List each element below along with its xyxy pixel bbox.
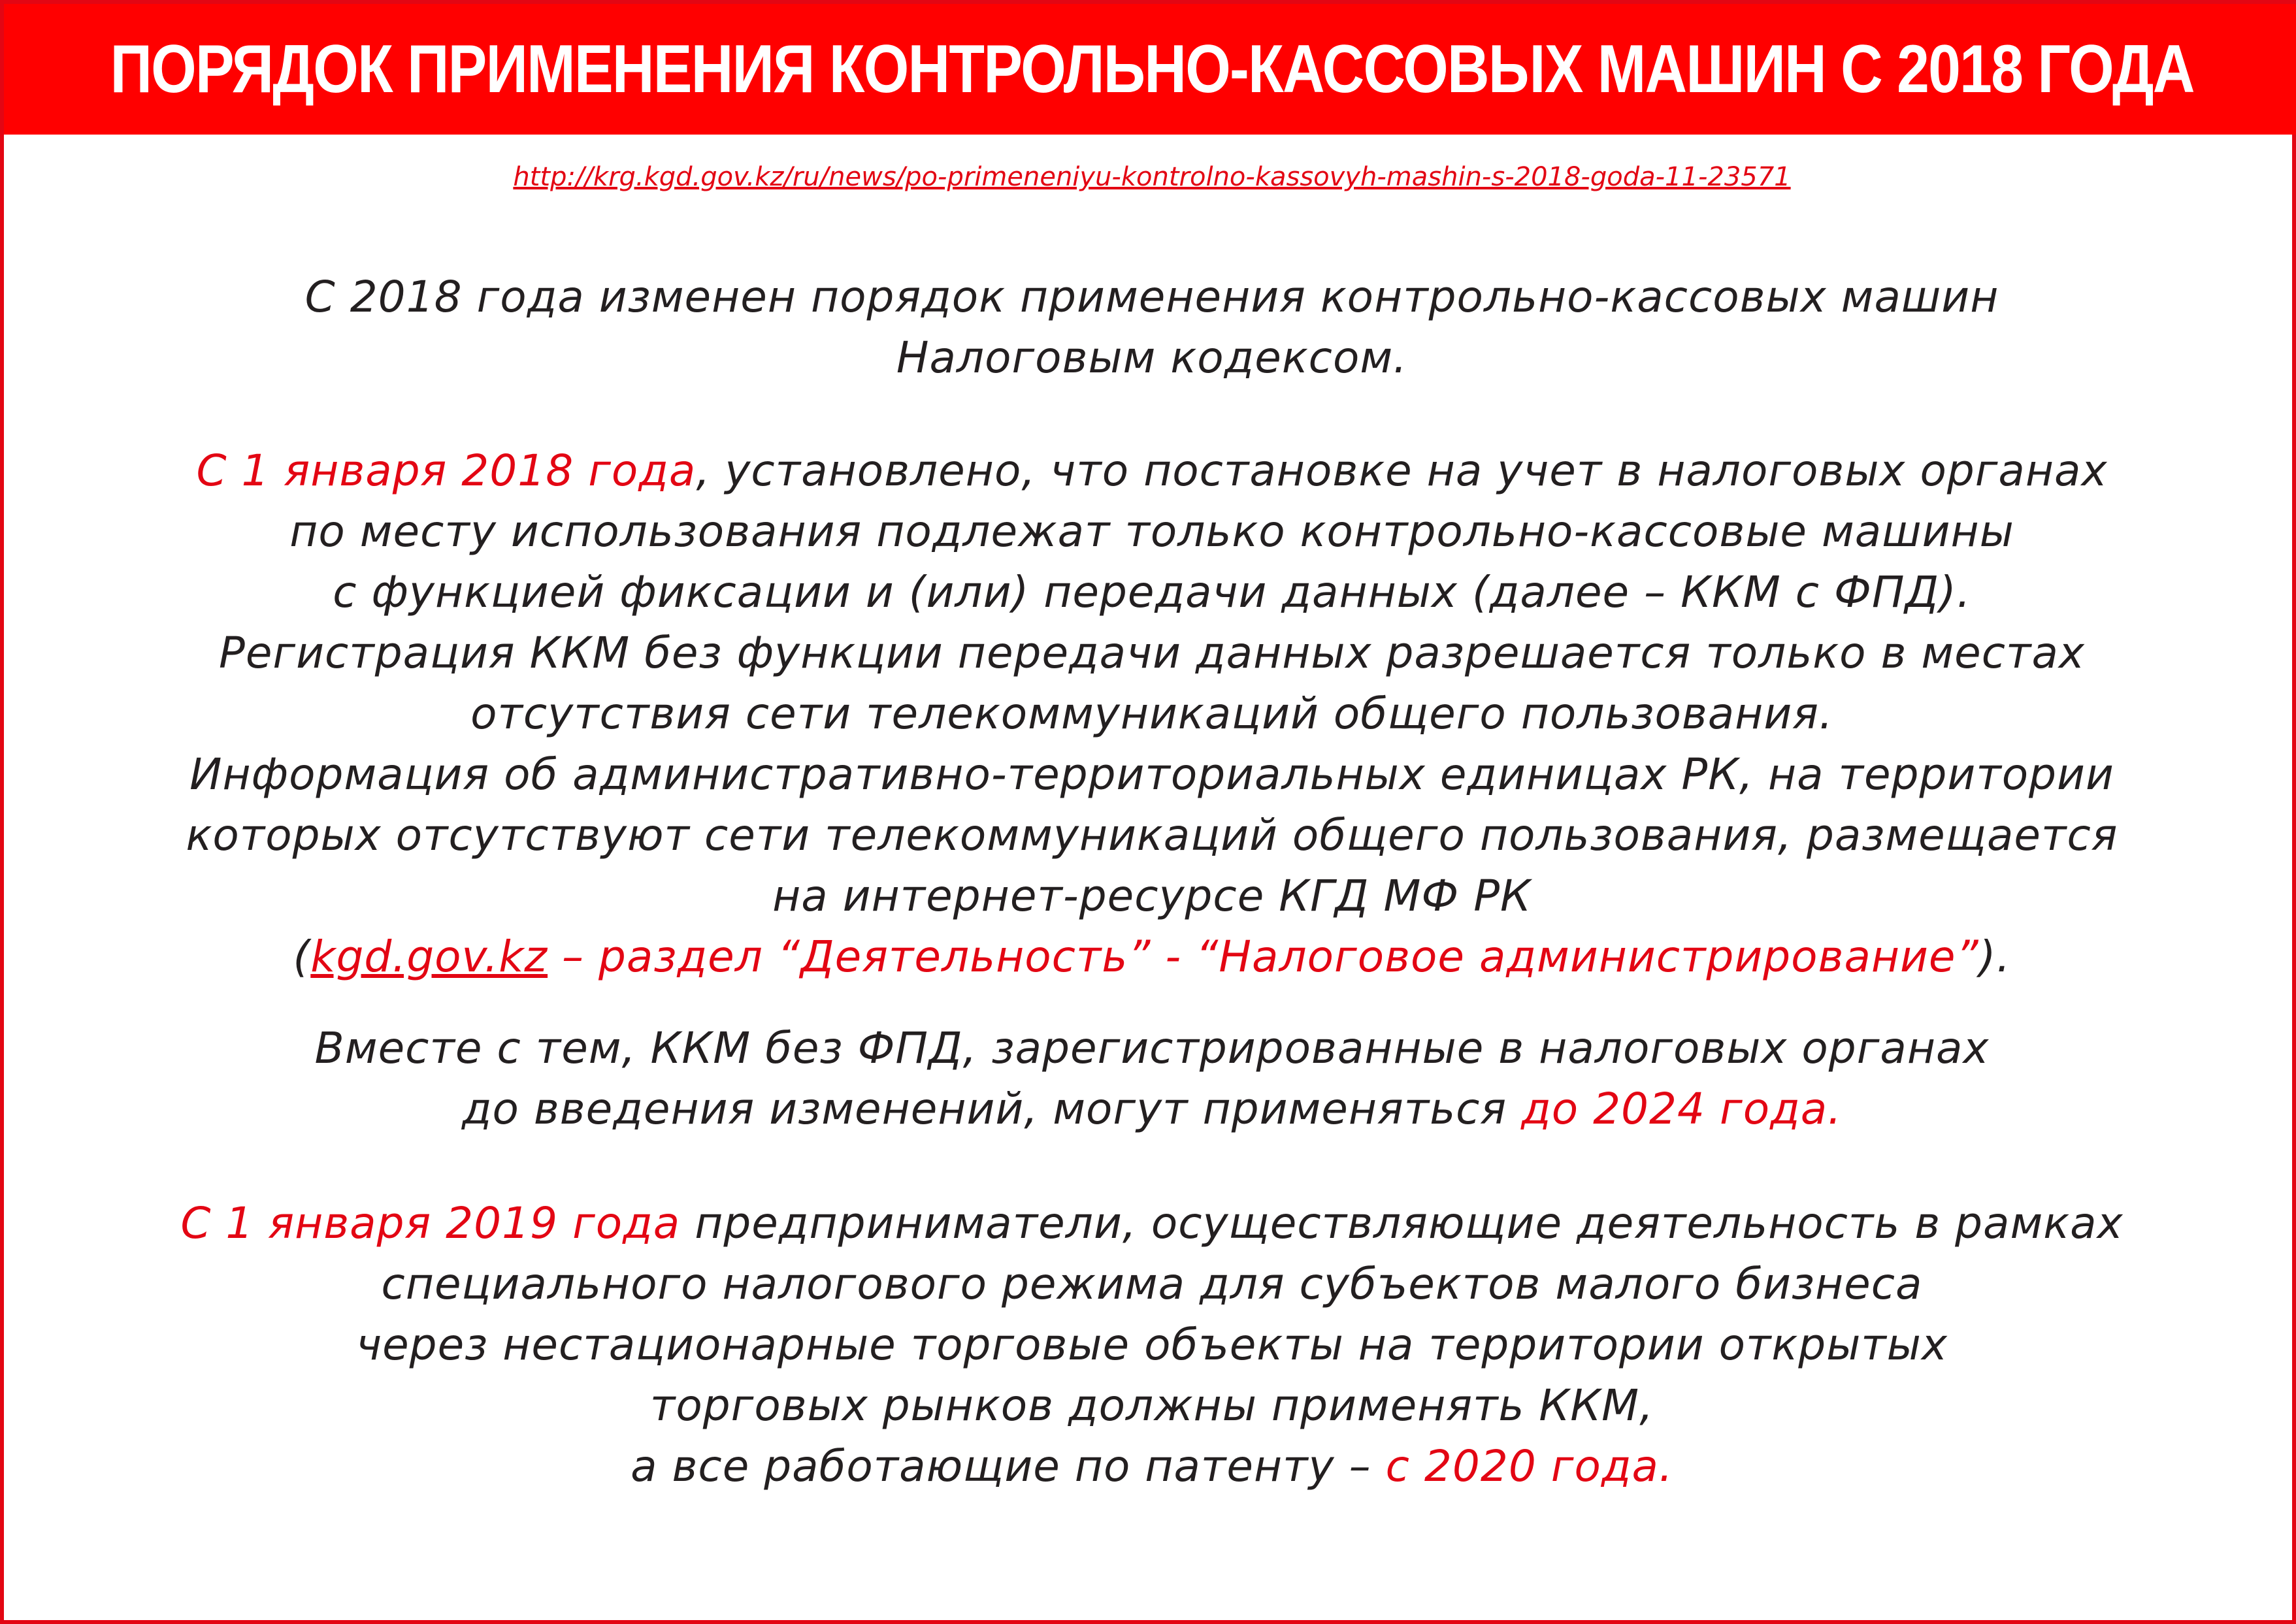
- rules-line-5: отсутствия сети телекоммуникаций общего пользования.: [470, 689, 1833, 739]
- date-highlight-2018: С 1 января 2018 года: [196, 446, 697, 496]
- date-highlight-2019: С 1 января 2019 года: [180, 1198, 681, 1248]
- rules2019-line-3: через нестационарные торговые объекты на территории открытых: [356, 1320, 1948, 1370]
- rules-line-3: с функцией фиксации и (или) передачи данных (далее – ККМ с ФПД).: [333, 567, 1971, 617]
- source-link[interactable]: http://krg.kgd.gov.kz/ru/news/po-primeneniyu-kontrolno-kassovyh-mashin-s-2018-goda-11-23571: [513, 162, 1791, 192]
- date-highlight-2024: до 2024 года.: [1521, 1084, 1843, 1134]
- date-highlight-2020: с 2020 года.: [1385, 1441, 1673, 1491]
- title-banner: [4, 4, 2296, 135]
- section-reference: – раздел “Деятельность” - “Налоговое администрирование”: [548, 932, 1979, 982]
- rules-line-2: по месту использования подлежат только контрольно-кассовые машины: [289, 506, 2014, 557]
- rules-line-7: которых отсутствуют сети телекоммуникаций общего пользования, размещается: [186, 810, 2118, 860]
- intro-line-1: С 2018 года изменен порядок применения контрольно-кассовых машин: [304, 272, 1999, 322]
- rules-line-1-text: , установлено, что постановке на учет в налоговых органах: [696, 446, 2108, 496]
- paragraph-2019-rules: [43, 1193, 2261, 1497]
- rules-line-9: [43, 926, 2261, 987]
- rules2019-line-1: [43, 1193, 2261, 1254]
- rules2019-line-5: [43, 1436, 2261, 1497]
- transition-line-2: [43, 1079, 2261, 1139]
- transition-line-2-text: до введения изменений, могут применяться: [461, 1084, 1522, 1134]
- paren-open: (: [293, 932, 311, 982]
- paragraph-intro: [43, 267, 2261, 388]
- poster-title: ПОРЯДОК ПРИМЕНЕНИЯ КОНТРОЛЬНО-КАССОВЫХ МАШИН С 2018 ГОДА: [110, 31, 2194, 107]
- transition-line-1: Вместе с тем, ККМ без ФПД, зарегистрированные в налоговых органах: [314, 1023, 1990, 1073]
- rules2019-line-5-text: а все работающие по патенту –: [631, 1441, 1386, 1491]
- rules-line-8: на интернет-ресурсе КГД МФ РК: [772, 871, 1532, 921]
- paragraph-transition: [43, 1018, 2261, 1139]
- rules-line-4: Регистрация ККМ без функции передачи данных разрешается только в местах: [219, 628, 2085, 678]
- rules2019-line-2: специального налогового режима для субъектов малого бизнеса: [381, 1259, 1923, 1309]
- rules2019-line-4: торговых рынков должны применять ККМ,: [649, 1380, 1654, 1431]
- paren-close: ).: [1978, 932, 2011, 982]
- kgd-link[interactable]: kgd.gov.kz: [310, 932, 548, 982]
- rules-line-6: Информация об административно-территориальных единицах РК, на территории: [189, 749, 2114, 800]
- intro-line-2: Налоговым кодексом.: [896, 333, 1408, 383]
- rules2019-line-1-text: предприниматели, осуществляющие деятельность в рамках: [680, 1198, 2124, 1248]
- rules-line-1: [43, 440, 2261, 501]
- paragraph-2018-rules: [43, 440, 2261, 987]
